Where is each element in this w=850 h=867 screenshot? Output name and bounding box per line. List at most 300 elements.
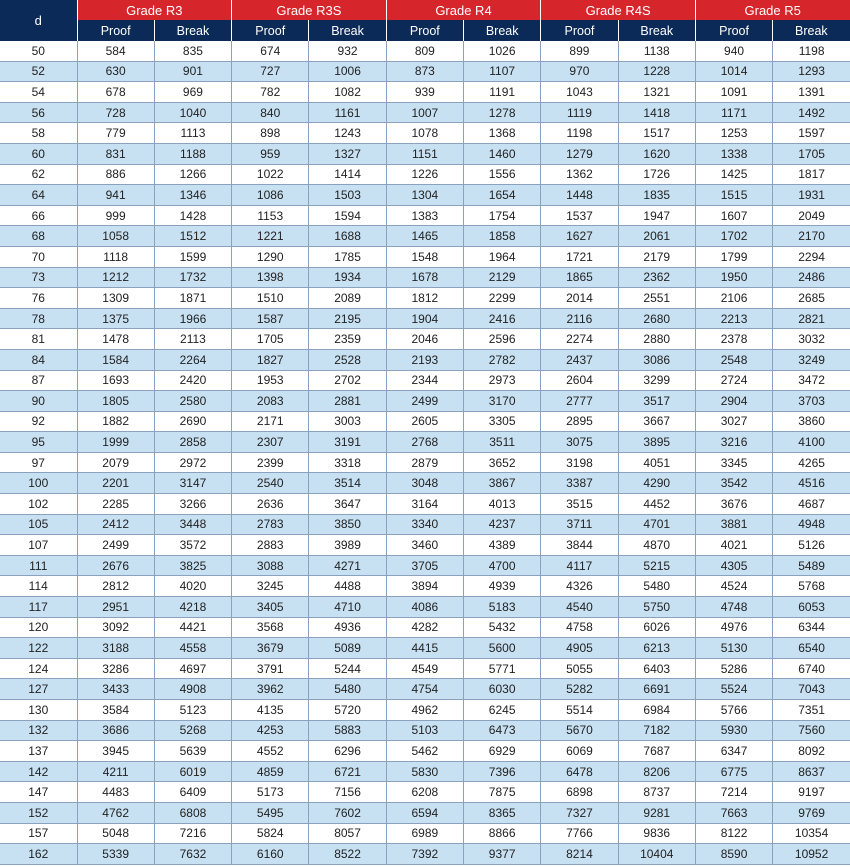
proof-cell: 584 [77,41,154,61]
proof-cell: 3092 [77,617,154,638]
break-cell: 1346 [154,185,231,206]
proof-cell: 1678 [386,267,463,288]
diameter-cell: 147 [0,782,77,803]
break-cell: 4389 [464,535,541,556]
break-cell: 5883 [309,720,386,741]
break-cell: 6721 [309,761,386,782]
proof-cell: 1212 [77,267,154,288]
proof-cell: 3881 [695,514,772,535]
break-cell: 6296 [309,741,386,762]
break-cell: 3703 [773,391,850,412]
break-cell: 3652 [464,452,541,473]
break-cell: 3299 [618,370,695,391]
proof-cell: 6478 [541,761,618,782]
break-cell: 10404 [618,844,695,865]
table-row [0,844,850,865]
table-body [0,41,850,864]
break-cell: 1556 [464,164,541,185]
break-cell: 4218 [154,597,231,618]
break-cell: 5215 [618,555,695,576]
proof-cell: 3894 [386,576,463,597]
proof-cell: 4748 [695,597,772,618]
table-row [0,185,850,206]
proof-cell: 3216 [695,432,772,453]
table-row [0,679,850,700]
table-row [0,761,850,782]
proof-cell: 3345 [695,452,772,473]
diameter-cell: 90 [0,391,77,412]
proof-cell: 8590 [695,844,772,865]
break-cell: 3867 [464,473,541,494]
proof-cell: 1510 [232,288,309,309]
proof-cell: 2605 [386,411,463,432]
proof-cell: 4086 [386,597,463,618]
proof-cell: 809 [386,41,463,61]
proof-cell: 2307 [232,432,309,453]
break-cell: 2821 [773,308,850,329]
break-cell: 8206 [618,761,695,782]
proof-cell: 2724 [695,370,772,391]
break-cell: 1754 [464,205,541,226]
break-cell: 1391 [773,82,850,103]
proof-cell: 5282 [541,679,618,700]
break-cell: 1785 [309,246,386,267]
diameter-cell: 137 [0,741,77,762]
break-cell: 2061 [618,226,695,247]
proof-cell: 1478 [77,329,154,350]
break-header: Break [618,20,695,41]
diameter-cell: 107 [0,535,77,556]
proof-cell: 3245 [232,576,309,597]
table-row [0,61,850,82]
proof-cell: 4552 [232,741,309,762]
break-cell: 4936 [309,617,386,638]
proof-cell: 7663 [695,802,772,823]
proof-cell: 1999 [77,432,154,453]
proof-cell: 3460 [386,535,463,556]
break-cell: 1817 [773,164,850,185]
proof-cell: 2285 [77,494,154,515]
proof-cell: 1515 [695,185,772,206]
break-cell: 7396 [464,761,541,782]
proof-cell: 2895 [541,411,618,432]
proof-cell: 1091 [695,82,772,103]
table-row [0,741,850,762]
proof-cell: 3198 [541,452,618,473]
proof-cell: 1587 [232,308,309,329]
proof-cell: 3515 [541,494,618,515]
proof-cell: 4758 [541,617,618,638]
proof-cell: 1693 [77,370,154,391]
diameter-cell: 102 [0,494,77,515]
proof-cell: 3075 [541,432,618,453]
table-row [0,123,850,144]
proof-cell: 674 [232,41,309,61]
break-cell: 6213 [618,638,695,659]
table-row [0,329,850,350]
table-row [0,391,850,412]
proof-cell: 3711 [541,514,618,535]
proof-cell: 1086 [232,185,309,206]
break-cell: 1266 [154,164,231,185]
proof-cell: 5048 [77,823,154,844]
proof-cell: 1119 [541,102,618,123]
proof-cell: 2116 [541,308,618,329]
proof-cell: 2951 [77,597,154,618]
proof-cell: 4549 [386,658,463,679]
break-cell: 1492 [773,102,850,123]
break-cell: 8365 [464,802,541,823]
proof-cell: 6898 [541,782,618,803]
break-cell: 1597 [773,123,850,144]
proof-cell: 3679 [232,638,309,659]
proof-cell: 2399 [232,452,309,473]
break-cell: 1688 [309,226,386,247]
break-cell: 2195 [309,308,386,329]
break-cell: 3249 [773,349,850,370]
proof-cell: 3433 [77,679,154,700]
diameter-cell: 58 [0,123,77,144]
break-cell: 3647 [309,494,386,515]
proof-cell: 5766 [695,700,772,721]
break-cell: 1228 [618,61,695,82]
diameter-cell: 62 [0,164,77,185]
proof-cell: 1607 [695,205,772,226]
proof-cell: 4905 [541,638,618,659]
break-cell: 3989 [309,535,386,556]
proof-cell: 840 [232,102,309,123]
break-cell: 901 [154,61,231,82]
diameter-cell: 152 [0,802,77,823]
break-cell: 6740 [773,658,850,679]
break-cell: 1278 [464,102,541,123]
break-cell: 3003 [309,411,386,432]
break-cell: 8057 [309,823,386,844]
table-row [0,473,850,494]
break-cell: 4100 [773,432,850,453]
break-cell: 3305 [464,411,541,432]
break-cell: 5126 [773,535,850,556]
table-row [0,205,850,226]
proof-cell: 2274 [541,329,618,350]
break-cell: 1368 [464,123,541,144]
proof-cell: 5103 [386,720,463,741]
proof-cell: 1537 [541,205,618,226]
proof-cell: 4211 [77,761,154,782]
break-cell: 5123 [154,700,231,721]
diameter-cell: 68 [0,226,77,247]
proof-cell: 831 [77,143,154,164]
proof-cell: 3340 [386,514,463,535]
proof-cell: 4253 [232,720,309,741]
break-cell: 1428 [154,205,231,226]
break-cell: 4488 [309,576,386,597]
break-cell: 1198 [773,41,850,61]
proof-cell: 2783 [232,514,309,535]
diameter-cell: 95 [0,432,77,453]
proof-cell: 3676 [695,494,772,515]
break-cell: 7182 [618,720,695,741]
break-cell: 5244 [309,658,386,679]
break-cell: 1293 [773,61,850,82]
proof-cell: 1953 [232,370,309,391]
proof-cell: 8214 [541,844,618,865]
proof-cell: 6775 [695,761,772,782]
break-cell: 4939 [464,576,541,597]
proof-cell: 6347 [695,741,772,762]
break-cell: 5432 [464,617,541,638]
break-cell: 1599 [154,246,231,267]
proof-cell: 3945 [77,741,154,762]
proof-cell: 2014 [541,288,618,309]
break-cell: 2972 [154,452,231,473]
break-cell: 2264 [154,349,231,370]
break-cell: 9377 [464,844,541,865]
break-cell: 5771 [464,658,541,679]
break-cell: 2580 [154,391,231,412]
table-row [0,452,850,473]
proof-cell: 3568 [232,617,309,638]
proof-cell: 1253 [695,123,772,144]
break-cell: 3448 [154,514,231,535]
break-cell: 1964 [464,246,541,267]
proof-cell: 2499 [386,391,463,412]
proof-cell: 1465 [386,226,463,247]
break-cell: 932 [309,41,386,61]
proof-cell: 1022 [232,164,309,185]
proof-cell: 3387 [541,473,618,494]
proof-cell: 1118 [77,246,154,267]
proof-cell: 1383 [386,205,463,226]
break-cell: 2685 [773,288,850,309]
break-cell: 4020 [154,576,231,597]
proof-cell: 970 [541,61,618,82]
proof-cell: 898 [232,123,309,144]
table-row [0,432,850,453]
proof-header: Proof [541,20,618,41]
proof-cell: 1584 [77,349,154,370]
break-cell: 5268 [154,720,231,741]
proof-cell: 2046 [386,329,463,350]
proof-cell: 2499 [77,535,154,556]
proof-cell: 6989 [386,823,463,844]
proof-cell: 6069 [541,741,618,762]
proof-cell: 779 [77,123,154,144]
proof-cell: 4754 [386,679,463,700]
break-cell: 1705 [773,143,850,164]
break-cell: 1732 [154,267,231,288]
break-cell: 4908 [154,679,231,700]
proof-cell: 7327 [541,802,618,823]
break-cell: 6540 [773,638,850,659]
proof-cell: 3088 [232,555,309,576]
break-cell: 8737 [618,782,695,803]
break-cell: 2170 [773,226,850,247]
proof-cell: 1425 [695,164,772,185]
break-cell: 1620 [618,143,695,164]
proof-cell: 1721 [541,246,618,267]
diameter-header: d [0,0,77,41]
break-cell: 3825 [154,555,231,576]
diameter-cell: 157 [0,823,77,844]
break-cell: 5720 [309,700,386,721]
table-row [0,411,850,432]
table-row [0,700,850,721]
proof-cell: 2883 [232,535,309,556]
proof-cell: 4135 [232,700,309,721]
break-header: Break [309,20,386,41]
proof-cell: 4859 [232,761,309,782]
proof-cell: 2344 [386,370,463,391]
break-cell: 6808 [154,802,231,823]
table-row [0,82,850,103]
proof-cell: 5670 [541,720,618,741]
proof-cell: 941 [77,185,154,206]
proof-cell: 2213 [695,308,772,329]
proof-cell: 1805 [77,391,154,412]
diameter-cell: 50 [0,41,77,61]
table-row [0,802,850,823]
proof-cell: 1705 [232,329,309,350]
break-cell: 8866 [464,823,541,844]
diameter-cell: 76 [0,288,77,309]
proof-cell: 2378 [695,329,772,350]
break-header: Break [154,20,231,41]
diameter-cell: 124 [0,658,77,679]
grade-r3-header: Grade R3 [77,0,232,20]
break-cell: 1517 [618,123,695,144]
table-row [0,41,850,61]
table-row [0,370,850,391]
break-cell: 4516 [773,473,850,494]
proof-cell: 886 [77,164,154,185]
grade-r3s-header: Grade R3S [232,0,387,20]
break-cell: 2089 [309,288,386,309]
proof-cell: 4021 [695,535,772,556]
break-cell: 835 [154,41,231,61]
break-cell: 1931 [773,185,850,206]
table-row [0,308,850,329]
proof-cell: 6594 [386,802,463,823]
table-row [0,535,850,556]
break-cell: 1460 [464,143,541,164]
break-cell: 969 [154,82,231,103]
proof-cell: 4524 [695,576,772,597]
diameter-cell: 64 [0,185,77,206]
break-cell: 7687 [618,741,695,762]
break-cell: 4237 [464,514,541,535]
proof-cell: 2904 [695,391,772,412]
table-row [0,597,850,618]
break-cell: 9836 [618,823,695,844]
proof-cell: 3164 [386,494,463,515]
proof-cell: 2768 [386,432,463,453]
proof-cell: 1221 [232,226,309,247]
proof-header: Proof [232,20,309,41]
table-row [0,102,850,123]
proof-cell: 2879 [386,452,463,473]
diameter-cell: 105 [0,514,77,535]
proof-cell: 3542 [695,473,772,494]
diameter-cell: 120 [0,617,77,638]
proof-cell: 1304 [386,185,463,206]
break-cell: 2680 [618,308,695,329]
break-cell: 2880 [618,329,695,350]
break-cell: 1113 [154,123,231,144]
table-row [0,226,850,247]
break-cell: 2973 [464,370,541,391]
diameter-cell: 73 [0,267,77,288]
break-cell: 1026 [464,41,541,61]
break-cell: 4697 [154,658,231,679]
break-cell: 4558 [154,638,231,659]
proof-cell: 782 [232,82,309,103]
proof-cell: 1338 [695,143,772,164]
table-row [0,494,850,515]
break-cell: 6245 [464,700,541,721]
proof-cell: 5514 [541,700,618,721]
break-cell: 6473 [464,720,541,741]
proof-cell: 899 [541,41,618,61]
break-cell: 3170 [464,391,541,412]
proof-cell: 5930 [695,720,772,741]
break-cell: 3850 [309,514,386,535]
break-cell: 1871 [154,288,231,309]
proof-cell: 4305 [695,555,772,576]
proof-cell: 1548 [386,246,463,267]
break-cell: 7875 [464,782,541,803]
break-cell: 6019 [154,761,231,782]
break-cell: 9281 [618,802,695,823]
proof-cell: 2636 [232,494,309,515]
proof-cell: 1362 [541,164,618,185]
proof-cell: 2171 [232,411,309,432]
proof-cell: 3286 [77,658,154,679]
table-row [0,288,850,309]
break-cell: 6403 [618,658,695,679]
table-row [0,349,850,370]
proof-cell: 1309 [77,288,154,309]
proof-cell: 5495 [232,802,309,823]
break-cell: 1161 [309,102,386,123]
break-cell: 2690 [154,411,231,432]
proof-cell: 3705 [386,555,463,576]
proof-cell: 6208 [386,782,463,803]
table-row [0,246,850,267]
proof-cell: 4282 [386,617,463,638]
break-cell: 6409 [154,782,231,803]
break-cell: 9769 [773,802,850,823]
diameter-cell: 130 [0,700,77,721]
break-cell: 1835 [618,185,695,206]
break-cell: 2416 [464,308,541,329]
table-row [0,638,850,659]
diameter-cell: 132 [0,720,77,741]
proof-cell: 1375 [77,308,154,329]
break-cell: 6984 [618,700,695,721]
break-cell: 7632 [154,844,231,865]
proof-header: Proof [386,20,463,41]
break-cell: 1191 [464,82,541,103]
break-cell: 3266 [154,494,231,515]
diameter-cell: 127 [0,679,77,700]
proof-cell: 4326 [541,576,618,597]
diameter-cell: 114 [0,576,77,597]
proof-cell: 5462 [386,741,463,762]
break-cell: 6030 [464,679,541,700]
break-cell: 4948 [773,514,850,535]
break-cell: 1188 [154,143,231,164]
